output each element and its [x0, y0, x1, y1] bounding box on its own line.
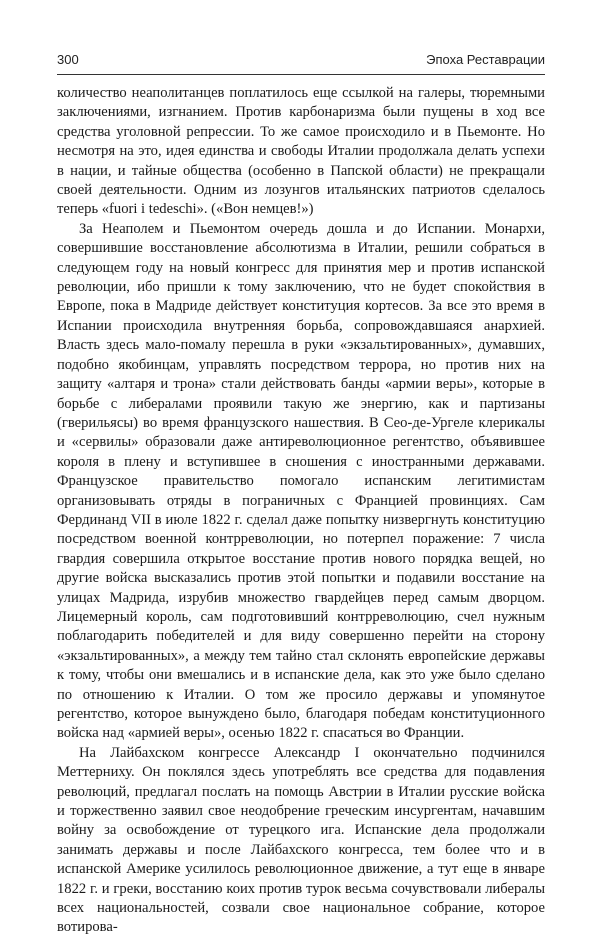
header-rule [57, 74, 545, 75]
paragraph-1: количество неаполитанцев поплатилось еще ссылкой на галеры, тюремными заключениями, изгнанием. Против карбонаризма были пущены в ход все средства уголовной репрессии. То же самое происходило и в Пьемонте. Но несмотря на это, идея единства и свободы Италии продолжала делать успехи в нации, и тайные общества (особенно в Папской области) не прекращали своей деятельности. Одним из лозунгов итальянских патриотов сделалось теперь «fuori i tedeschi». («Вон немцев!») [57, 85, 545, 218]
paragraph-2: За Неаполем и Пьемонтом очередь дошла и до Испании. Монархи, совершившие восстановление абсолютизма в Италии, решили собраться в следующем году на новый конгресс для принятия мер и против испанской революции, ибо пришли к тому заключению, что не будет спокойствия в Европе, пока в Мадриде действует конституция кортесов. За все это время в Испании происходила внутренняя борьба, сопровождавшаяся анархией. Власть здесь мало-помалу перешла в руки «экзальтированных», думавших, подобно якобинцам, управлять посредством террора, но против них на защиту «алтаря и трона» стали действовать банды «армии веры», которые в борьбе с либералами проявили такую же энергию, как и партизаны (гверильясы) во время французского нашествия. В Сео-де-Ургеле клерикалы и «сервилы» образовали даже антиреволюционное регентство, объявившее короля в плену и вступившее в сношения с иностранными державами. Французское правительство помогало испанским легитимистам организовывать отряды в пограничных с Францией провинциях. Сам Фердинанд VII в июле 1822 г. сделал даже попытку низвергнуть конституцию посредством военной контрреволюции, но потерпел поражение: 7 числа гвардия совершила открытое восстание против нового порядка вещей, но другие войска высказались против этой попытки и подавили восстание на улицах Мадрида, изрубив множество гвардейцев перед самым дворцом. Лицемерный король, сам подготовивший контрреволюцию, счел нужным поблагодарить победителей и для виду совершенно перейти на сторону «экзальтированных», а между тем тайно стал склонять европейские державы к тому, чтобы они вмешались и в испанские дела, как это уже было сделано по отношению к Италии. О том же просило державы и упомянутое регентство, которое вынуждено было, благодаря победам конституционного войска над «армией веры», осенью 1822 г. спасаться во Франции. [57, 220, 545, 742]
running-title: Эпоха Реставрации [426, 52, 545, 67]
paragraph-3: На Лайбахском конгрессе Александр I окончательно подчинился Меттерниху. Он поклялся здесь употреблять все средства для подавления революций, предлагал послать на помощь Австрии в Италии русские войска и торжественно заявил свое неодобрение греческим инсургентам, начавшим войну за освобождение от турецкого ига. Испанские дела продолжали занимать державы и после Лайбахского конгресса, тем более что и в испанской Америке усилилось революционное движение, а тут еще в январе 1822 г. и греки, восстанию коих против турок весьма сочувствовали либералы всех национальностей, созвали свое национальное собрание, которое вотирова- [57, 744, 545, 936]
page-header [57, 52, 545, 72]
body-text [57, 84, 545, 938]
page-number: 300 [57, 52, 79, 67]
